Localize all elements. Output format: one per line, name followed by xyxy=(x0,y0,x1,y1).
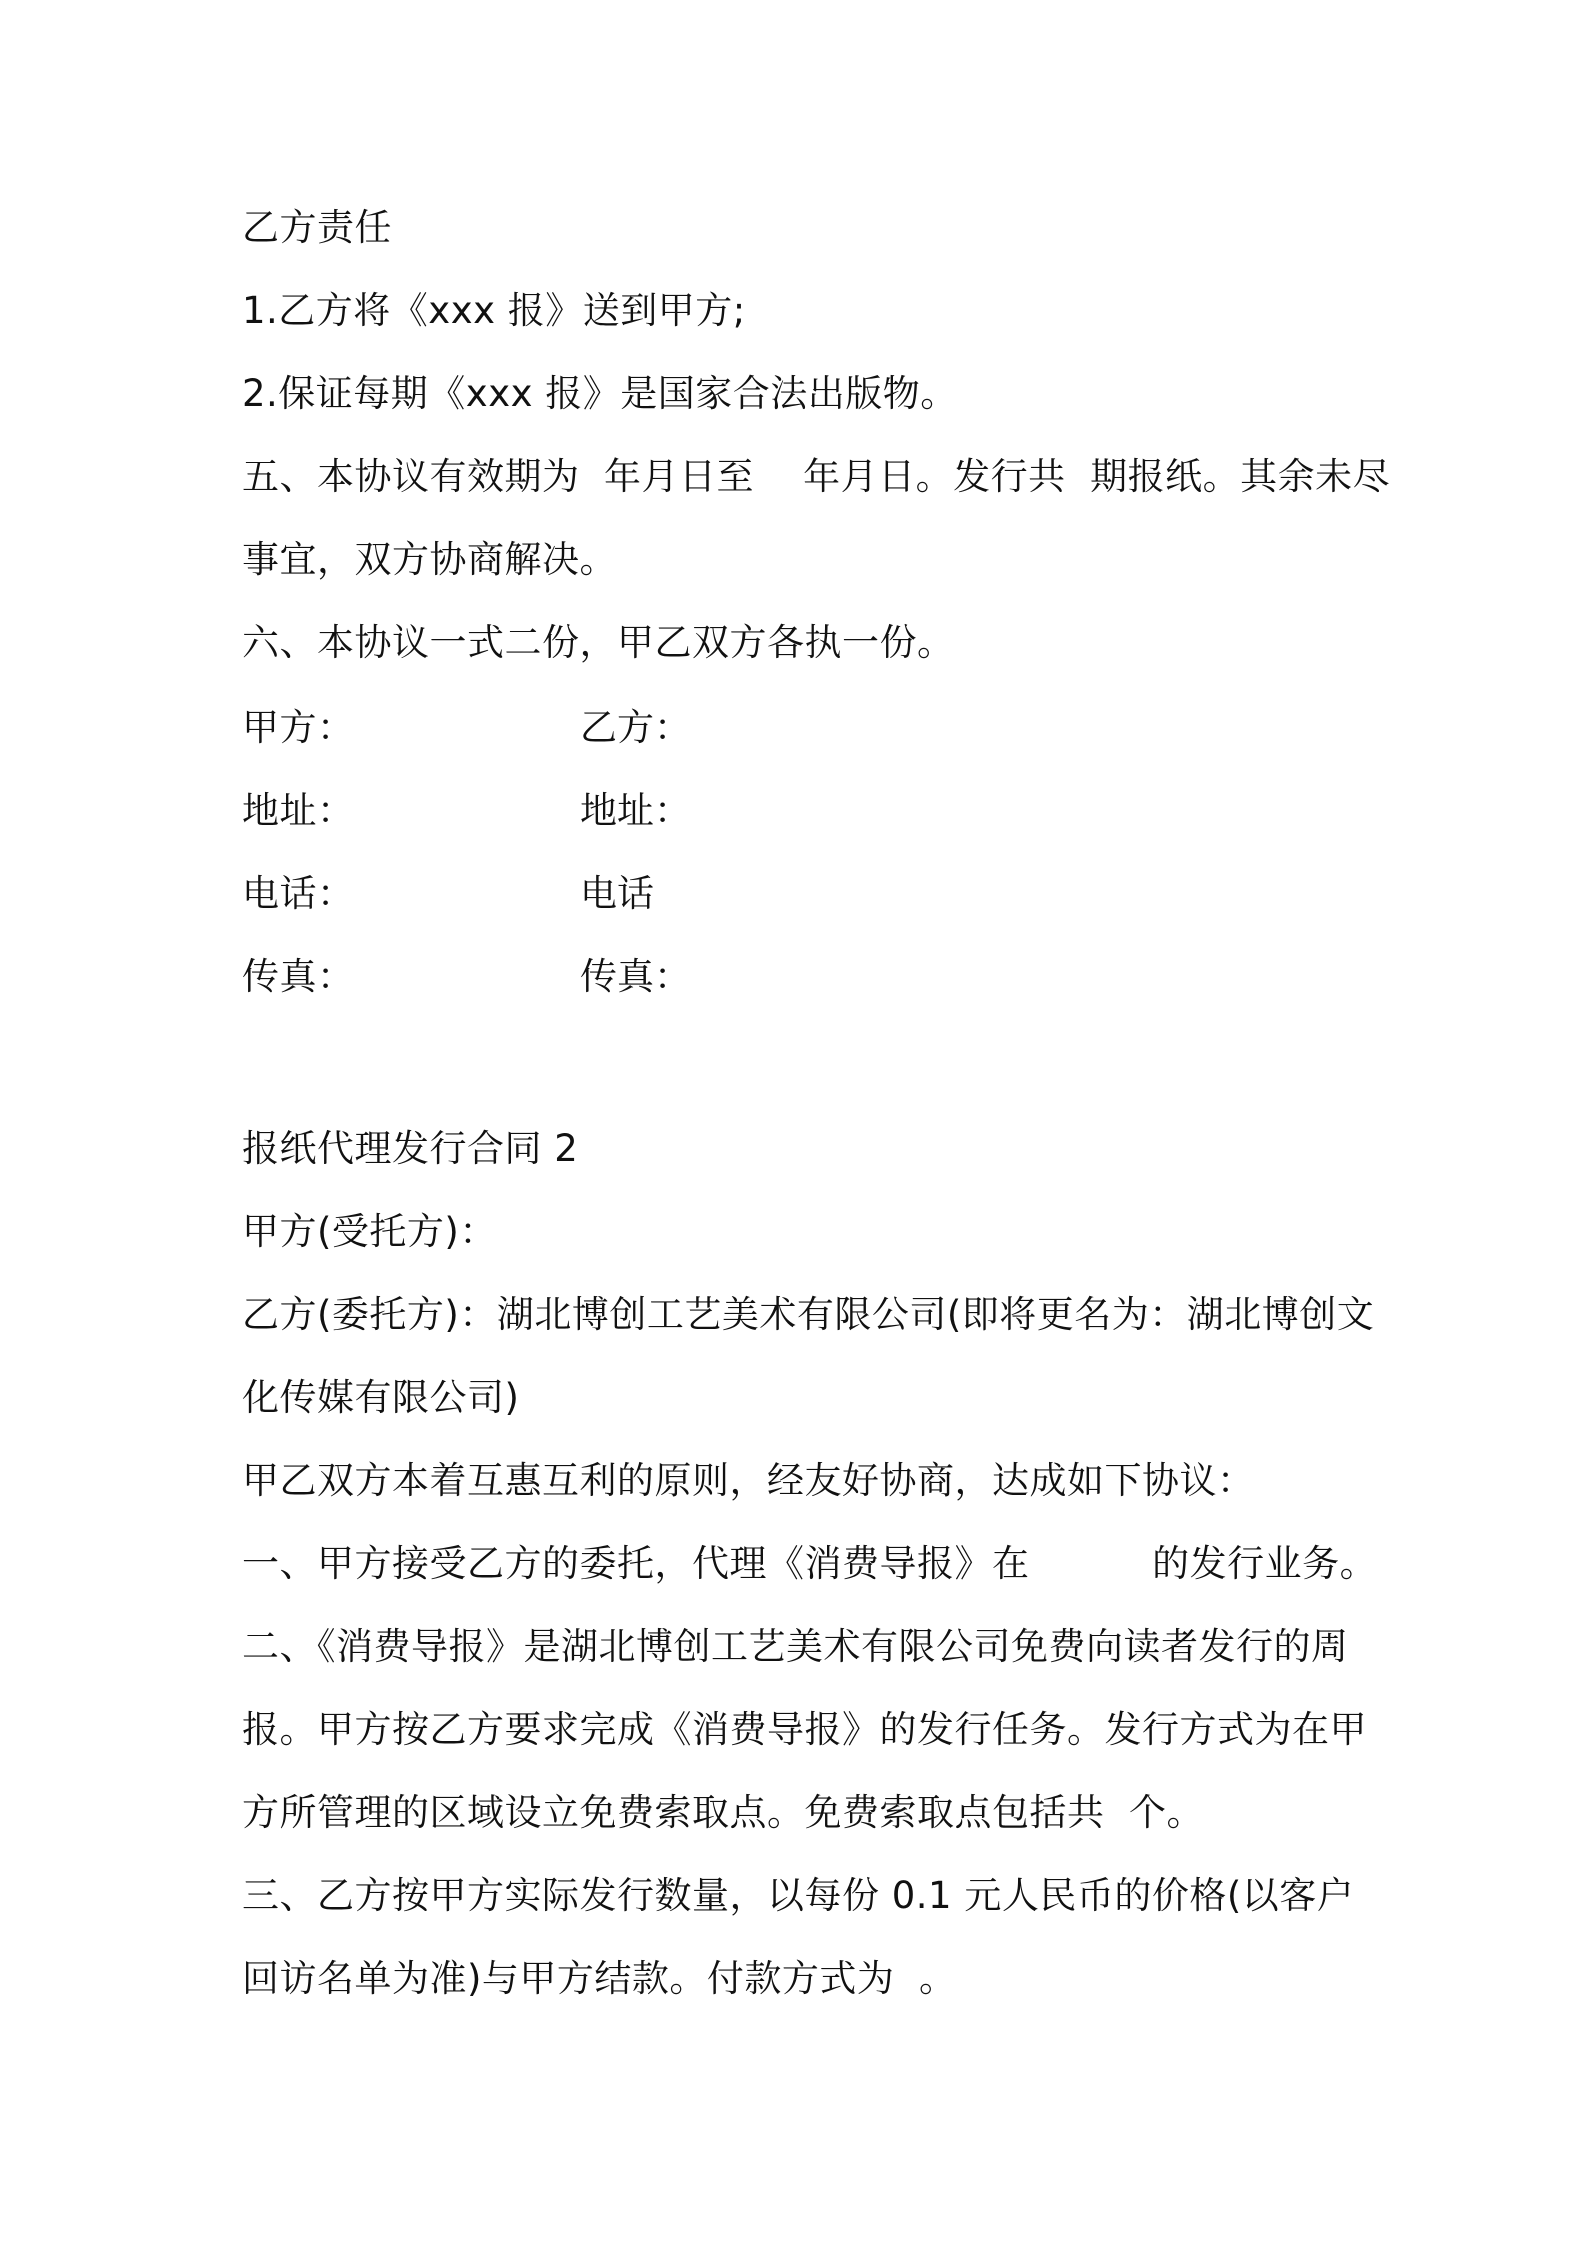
contract-2-clause-2-line-2: 报。甲方按乙方要求完成《消费导报》的发行任务。发行方式为在甲 xyxy=(242,1708,1367,1751)
contract-2-clause-3-line-1: 三、乙方按甲方实际发行数量，以每份 0.1 元人民币的价格(以客户 xyxy=(242,1874,1355,1917)
contract-2-party-b-line-2: 化传媒有限公司) xyxy=(242,1376,520,1419)
clause-5-line-2: 事宜，双方协商解决。 xyxy=(242,538,617,581)
contract-2-party-b-line-1: 乙方(委托方)：湖北博创工艺美术有限公司(即将更名为：湖北博创文 xyxy=(242,1293,1375,1336)
contract-2-preamble: 甲乙双方本着互惠互利的原则，经友好协商，达成如下协议： xyxy=(242,1459,1255,1502)
contract-2-title: 报纸代理发行合同 2 xyxy=(242,1127,579,1170)
signature-party-b-label: 乙方： xyxy=(580,706,691,749)
duty-item-1: 1.乙方将《xxx 报》送到甲方; xyxy=(242,289,746,332)
section-heading-party-b-duties: 乙方责任 xyxy=(242,206,392,249)
signature-address-a-label: 地址： xyxy=(242,789,355,832)
signature-address-b-label: 地址： xyxy=(580,789,691,832)
signature-party-a-label: 甲方： xyxy=(242,706,355,749)
duty-item-2: 2.保证每期《xxx 报》是国家合法出版物。 xyxy=(242,372,958,415)
clause-6: 六、本协议一式二份，甲乙双方各执一份。 xyxy=(242,621,955,664)
contract-2-clause-2-line-1: 二、《消费导报》是湖北博创工艺美术有限公司免费向读者发行的周 xyxy=(242,1625,1349,1668)
clause-5-line-1: 五、本协议有效期为 年月日至 年月日。发行共 期报纸。其余未尽 xyxy=(242,455,1391,498)
signature-fax-b-label: 传真： xyxy=(580,955,691,998)
contract-2-party-a: 甲方(受托方)： xyxy=(242,1210,497,1253)
signature-phone-a-label: 电话： xyxy=(242,872,355,915)
signature-phone-b-label: 电话 xyxy=(580,872,654,915)
contract-2-clause-3-line-2: 回访名单为准)与甲方结款。付款方式为 。 xyxy=(242,1957,957,2000)
contract-2-clause-1: 一、甲方接受乙方的委托，代理《消费导报》在 的发行业务。 xyxy=(242,1542,1378,1585)
signature-fax-a-label: 传真： xyxy=(242,955,355,998)
contract-2-clause-2-line-3: 方所管理的区域设立免费索取点。免费索取点包括共 个。 xyxy=(242,1791,1205,1834)
